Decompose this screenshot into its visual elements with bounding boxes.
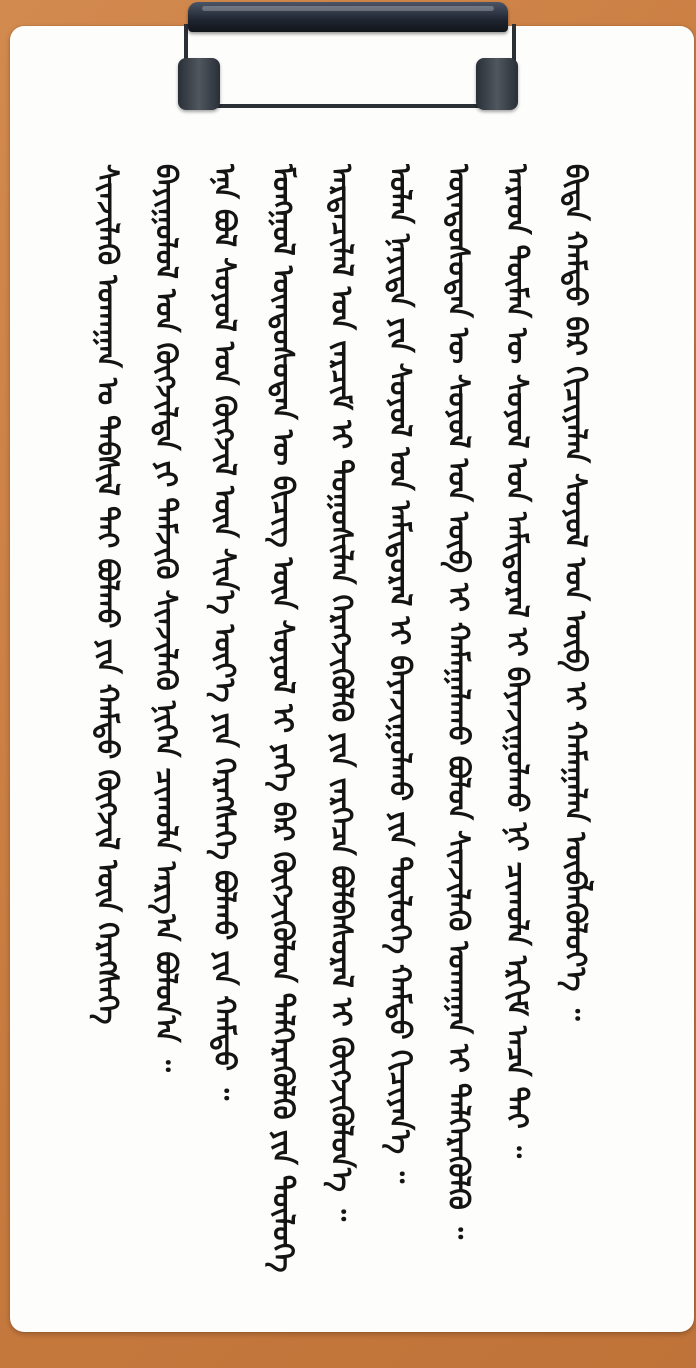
- clip-foot-left: [178, 58, 220, 110]
- paper-sheet: [10, 26, 694, 1332]
- clip-bar: [188, 2, 508, 32]
- text-line: ᠪᠠᠶᠢᠭᠤᠯᠤᠯ ᠤᠨ ᠬᠥᠭᠵᠢᠯᠲᠡ ᠶᠢ ᠳᠡᠮᠵᠢᠬᠦ ᠰᠢᠨᠵᠢᠯᠡᠬᠦ ᠨᠢᠭᠡᠨ ᠴᠢᠬᠤᠯᠠ ᠠᠷᠭ᠎ᠠ ᠪᠣᠯᠤᠨ᠎ᠠ ᠃: [149, 164, 184, 1072]
- text-line: ᠮᠣᠩᠭᠣᠯ ᠦᠨᠳᠦᠰᠦᠲᠡᠨ ᠦ ᠪᠢᠴᠢᠭ ᠦᠨ ᠰᠣᠶᠣᠯ ᠢ ᠶᠡᠬᠡ ᠪᠠᠷ ᠬᠥᠭᠵᠢᠭᠦᠯᠦᠨ ᠳᠡᠯᠭᠡᠷᠡᠭᠦᠯᠬᠦ ᠶᠢᠨ ᠲᠥᠯᠥᠭᠡ: [266, 164, 301, 1273]
- text-line: ᠰᠢᠨᠵᠢᠯᠡᠬᠦ ᠤᠬᠠᠭᠠᠨ ᠤ ᠳᠡᠪᠰᠢᠯ ᠲᠡᠢ ᠪᠣᠯᠬᠤ ᠶᠢᠨ ᠬᠠᠮᠲᠤ ᠬᠥᠭᠵᠢᠯ ᠦᠨ ᠬᠡᠷᠡᠭᠰᠡᠭᠡ: [91, 164, 125, 1025]
- clipboard-clip: [178, 2, 518, 114]
- clip-wire: [184, 24, 516, 108]
- text-line: ᠦᠨᠳᠦᠰᠦᠲᠡᠨ ᠦ ᠰᠣᠶᠣᠯ ᠤᠨ ᠥᠪ ᠢ ᠬᠠᠮᠠᠭᠠᠯᠠᠬᠤ ᠪᠣᠯᠤᠨ ᠰᠢᠨᠵᠢᠯᠡᠬᠦ ᠤᠬᠠᠭᠠᠨ ᠢ ᠳᠡᠯᠭᠡᠷᠡᠭᠦᠯᠬᠦ ᠃: [442, 164, 476, 1240]
- text-line: ᠣᠯᠠᠨ ᠨᠡᠶᠢᠲᠡ ᠶᠢᠨ ᠰᠣᠶᠣᠯ ᠤᠨ ᠠᠮᠢᠳᠤᠷᠠᠯ ᠢ ᠪᠠᠶᠠᠵᠢᠭᠤᠯᠬᠤ ᠶᠢᠨ ᠲᠥᠯᠥᠭᠡ ᠬᠠᠮᠲᠤ ᠬᠢᠴᠢᠶᠡᠨ᠎ᠡ ᠃: [383, 164, 418, 1184]
- clip-foot-right: [476, 58, 518, 110]
- vertical-text-block: [82, 164, 602, 1304]
- text-line: ᠠᠷᠳᠠᠴᠢᠯᠠᠯ ᠤᠨ ᠵᠠᠷᠴᠢᠮ ᠢ ᠲᠤᠭᠤᠰᠢᠯᠠᠨ ᠬᠡᠷᠡᠭᠵᠢᠭᠦᠯᠬᠦ ᠶᠢᠨ ᠵᠡᠷᠭᠡᠴᠡ ᠪᠣᠯᠪᠠᠰᠤᠷᠠᠯ ᠢ ᠬᠥᠭᠵᠢᠭᠦᠯᠦᠨ᠎ᠡ ᠃: [325, 164, 359, 1222]
- text-line: ᠡᠨᠡ ᠪᠣᠯ ᠰᠣᠶᠣᠯ ᠤᠨ ᠬᠥᠭᠵᠢᠯ ᠦᠨ ᠰᠢᠨ᠎ᠡ ᠦᠶ᠎ᠡ ᠶᠢᠨ ᠬᠡᠷᠡᠭᠰᠡᠭᠡ ᠪᠣᠯᠬᠤ ᠶᠢᠨ ᠬᠠᠮᠲᠤ ᠃: [208, 164, 242, 1101]
- text-line: ᠪᠢᠳᠡ ᠬᠠᠮᠲᠤ ᠪᠠᠷ ᠬᠢᠴᠢᠶᠡᠯᠡᠨ ᠰᠣᠶᠣᠯ ᠤᠨ ᠥᠪ ᠢ ᠬᠠᠮᠠᠭᠠᠯᠠᠨ ᠥᠪᠯᠡᠭᠦᠯᠦᠶ᠎ᠡ ᠃: [559, 164, 593, 1021]
- text-line: ᠠᠷᠠᠳ ᠲᠦᠮᠡᠨ ᠦ ᠰᠣᠶᠣᠯ ᠤᠨ ᠠᠮᠢᠳᠤᠷᠠᠯ ᠢ ᠪᠠᠶᠠᠵᠢᠭᠤᠯᠬᠤ ᠨᠢ ᠴᠢᠬᠤᠯᠠ ᠡᠷᠬᠢᠮ ᠠᠴᠠ ᠲᠠᠢ ᠃: [500, 164, 535, 1159]
